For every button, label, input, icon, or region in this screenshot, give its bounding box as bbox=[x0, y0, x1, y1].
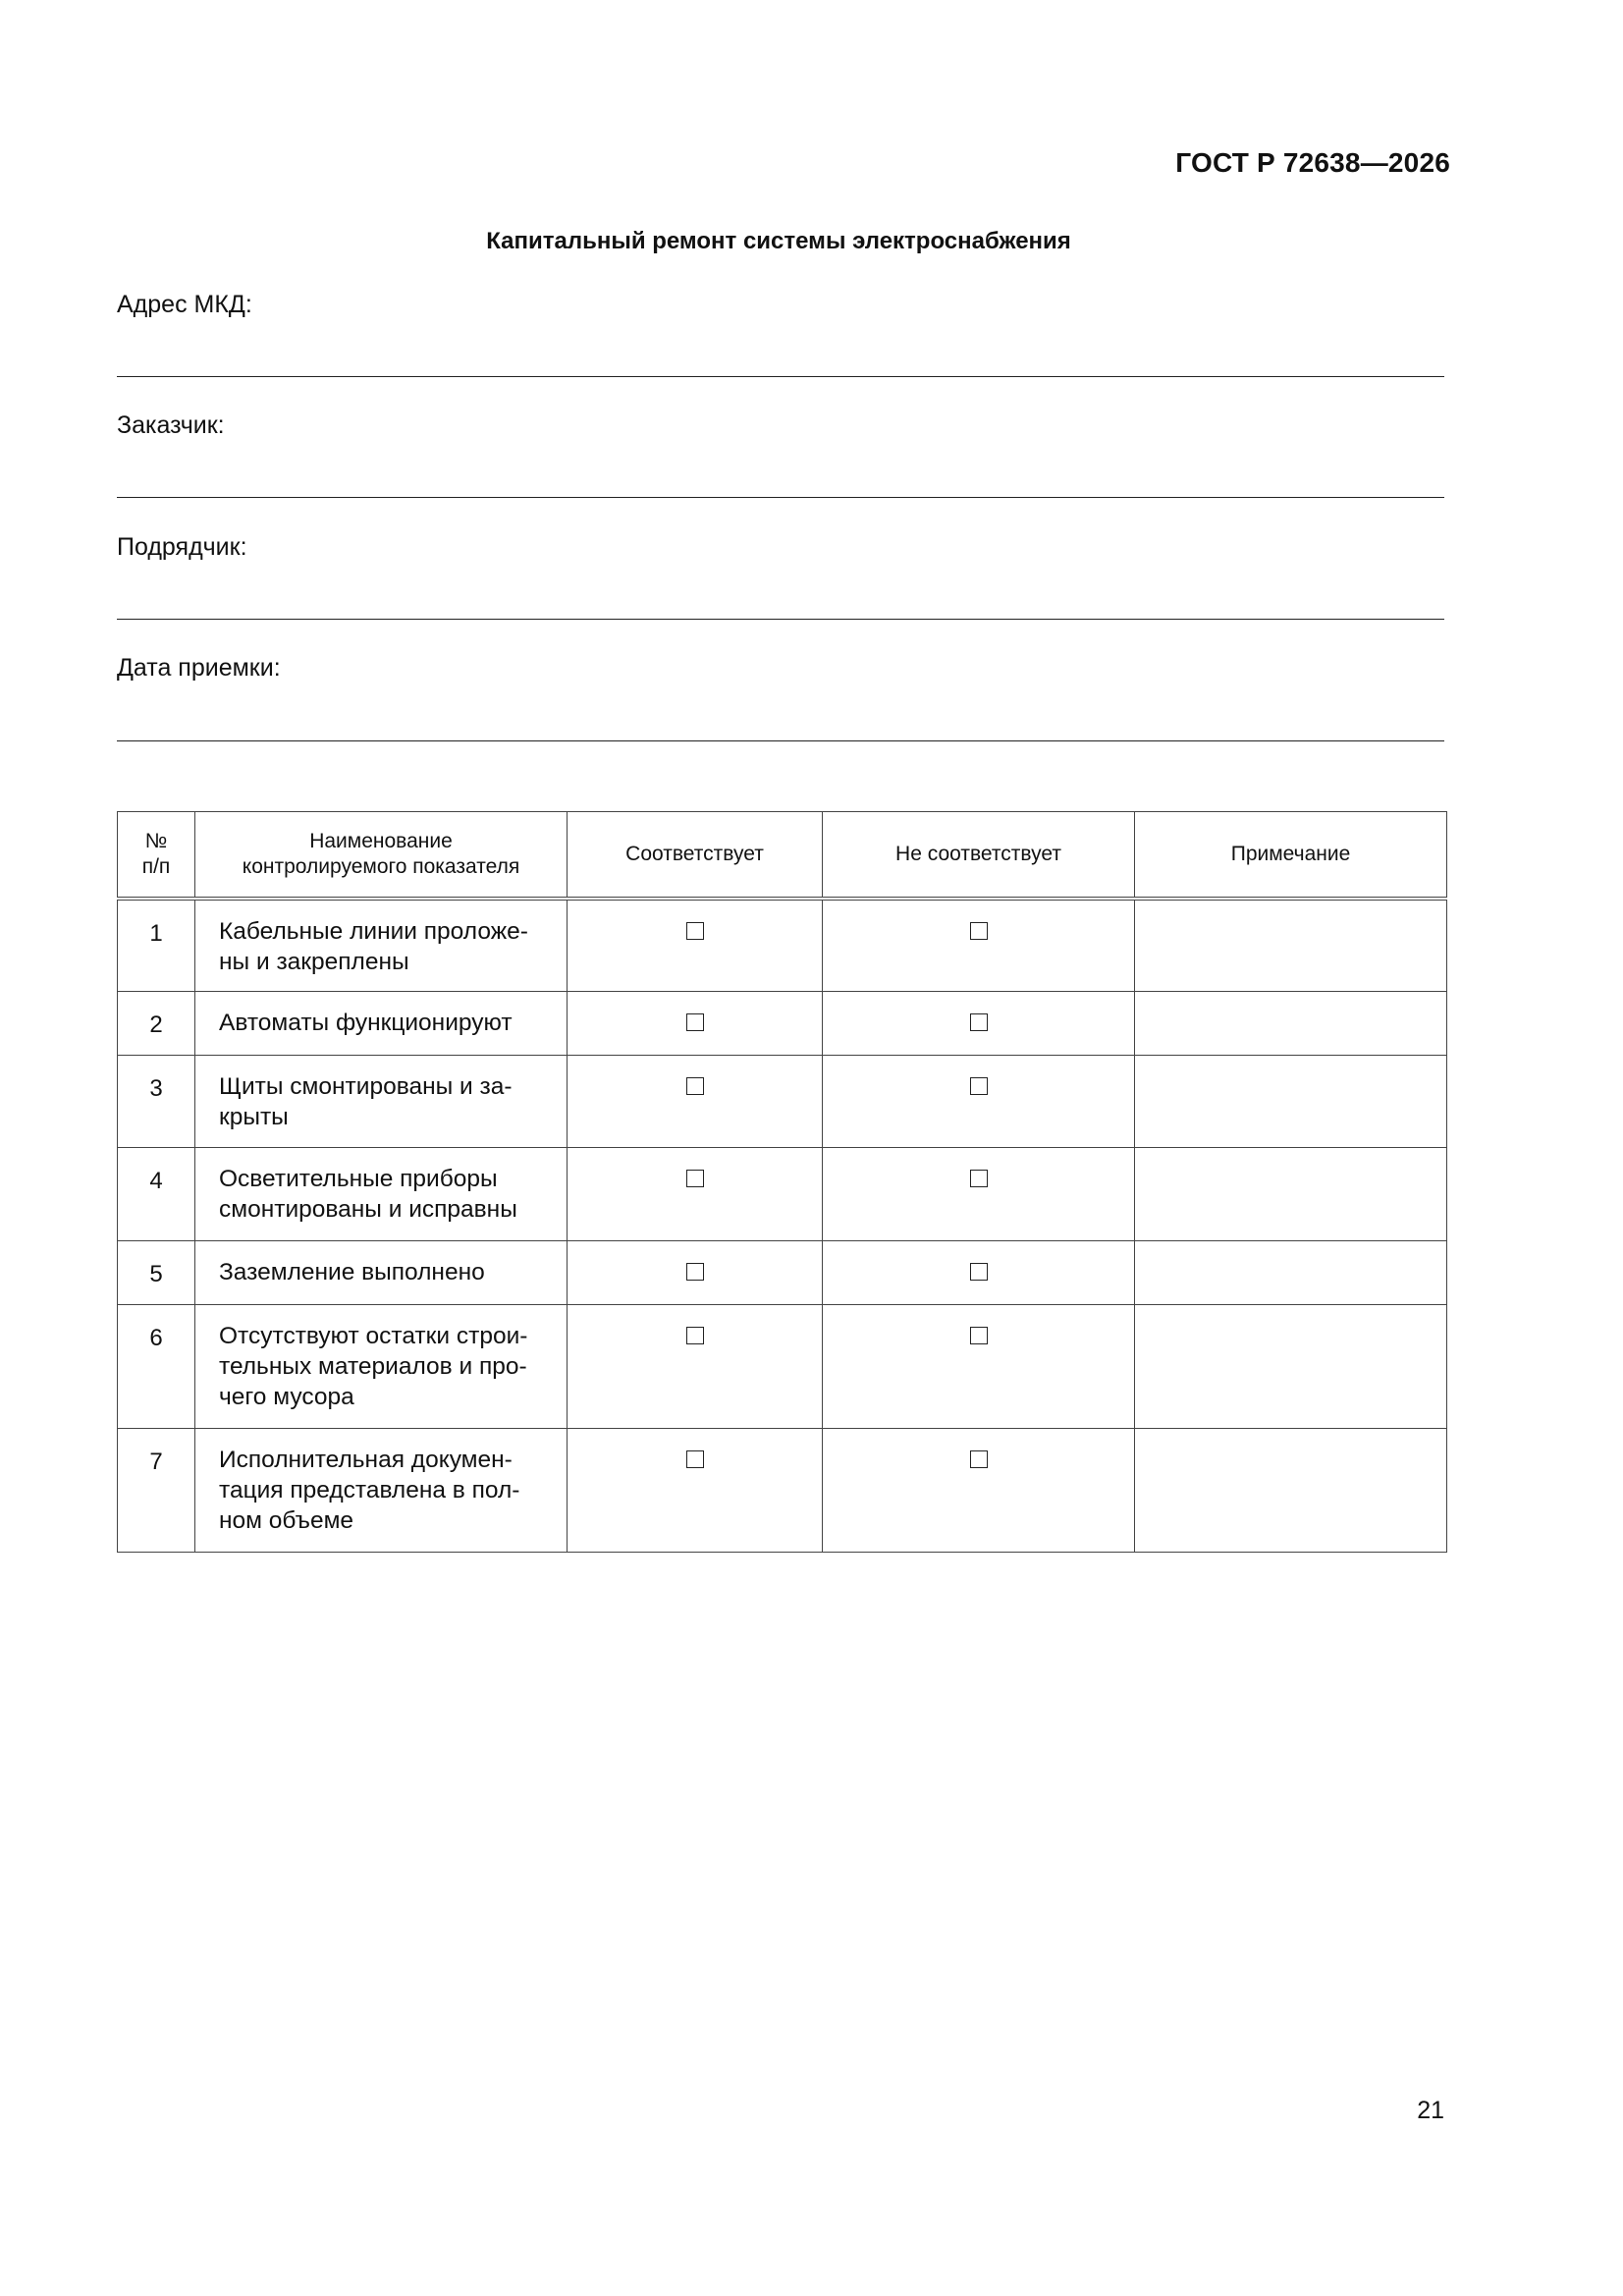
column-header-name-text: Наименование контролируемого показателя bbox=[242, 830, 520, 878]
table-header-row bbox=[118, 812, 1447, 900]
complies-checkbox[interactable] bbox=[686, 1263, 704, 1281]
field-label-contractor: Подрядчик: bbox=[117, 533, 247, 561]
complies-checkbox[interactable] bbox=[686, 1327, 704, 1344]
row-note-cell[interactable] bbox=[1135, 899, 1447, 992]
field-line-contractor[interactable] bbox=[117, 619, 1444, 620]
complies-checkbox[interactable] bbox=[686, 1170, 704, 1187]
complies-cell bbox=[568, 899, 823, 992]
row-number: 1 bbox=[118, 899, 195, 992]
field-line-customer[interactable] bbox=[117, 497, 1444, 498]
doc-code: ГОСТ Р 72638—2026 bbox=[1175, 147, 1450, 178]
row-number: 6 bbox=[118, 1305, 195, 1429]
row-number: 4 bbox=[118, 1148, 195, 1241]
row-indicator-name: Автоматы функционируют bbox=[195, 992, 568, 1056]
not-complies-checkbox[interactable] bbox=[970, 922, 988, 940]
complies-cell bbox=[568, 1305, 823, 1429]
field-label-address: Адрес МКД: bbox=[117, 291, 252, 318]
row-indicator-name: Отсутствуют остатки строи- тельных материалов и про- чего мусора bbox=[195, 1305, 568, 1429]
field-line-address[interactable] bbox=[117, 376, 1444, 377]
row-indicator-name: Осветительные приборы смонтированы и исправны bbox=[195, 1148, 568, 1241]
not-complies-checkbox[interactable] bbox=[970, 1077, 988, 1095]
row-indicator-name: Щиты смонтированы и за- крыты bbox=[195, 1056, 568, 1148]
table-row bbox=[118, 1305, 1447, 1429]
not-complies-cell bbox=[823, 1241, 1135, 1305]
page-number: 21 bbox=[1417, 2097, 1444, 2124]
complies-cell bbox=[568, 1241, 823, 1305]
not-complies-cell bbox=[823, 1056, 1135, 1148]
row-number: 2 bbox=[118, 992, 195, 1056]
table-row bbox=[118, 1056, 1447, 1148]
form-title: Капитальный ремонт системы электроснабжения bbox=[486, 228, 1071, 254]
complies-checkbox[interactable] bbox=[686, 922, 704, 940]
row-note-cell[interactable] bbox=[1135, 1429, 1447, 1553]
complies-checkbox[interactable] bbox=[686, 1450, 704, 1468]
row-note-cell[interactable] bbox=[1135, 1241, 1447, 1305]
complies-cell bbox=[568, 1429, 823, 1553]
table-row bbox=[118, 899, 1447, 992]
column-header-note: Примечание bbox=[1135, 812, 1447, 900]
field-label-acceptance-date: Дата приемки: bbox=[117, 654, 281, 682]
column-header-complies: Соответствует bbox=[568, 812, 823, 900]
checklist-table bbox=[117, 811, 1447, 1553]
not-complies-checkbox[interactable] bbox=[970, 1263, 988, 1281]
not-complies-checkbox[interactable] bbox=[970, 1450, 988, 1468]
row-note-cell[interactable] bbox=[1135, 1056, 1447, 1148]
column-header-name bbox=[195, 812, 568, 900]
table-row bbox=[118, 1148, 1447, 1241]
row-number: 3 bbox=[118, 1056, 195, 1148]
table-row bbox=[118, 992, 1447, 1056]
row-note-cell[interactable] bbox=[1135, 1305, 1447, 1429]
row-indicator-name: Исполнительная докумен- тация представлена в пол- ном объеме bbox=[195, 1429, 568, 1553]
not-complies-cell bbox=[823, 1305, 1135, 1429]
not-complies-checkbox[interactable] bbox=[970, 1170, 988, 1187]
not-complies-cell bbox=[823, 1429, 1135, 1553]
not-complies-checkbox[interactable] bbox=[970, 1013, 988, 1031]
row-note-cell[interactable] bbox=[1135, 992, 1447, 1056]
not-complies-checkbox[interactable] bbox=[970, 1327, 988, 1344]
row-note-cell[interactable] bbox=[1135, 1148, 1447, 1241]
column-header-not-complies: Не соответствует bbox=[823, 812, 1135, 900]
row-number: 7 bbox=[118, 1429, 195, 1553]
table-row bbox=[118, 1429, 1447, 1553]
complies-cell bbox=[568, 992, 823, 1056]
row-indicator-name: Заземление выполнено bbox=[195, 1241, 568, 1305]
not-complies-cell bbox=[823, 1148, 1135, 1241]
table-row bbox=[118, 1241, 1447, 1305]
not-complies-cell bbox=[823, 992, 1135, 1056]
column-header-num bbox=[118, 812, 195, 900]
column-header-num-text: № п/п bbox=[141, 830, 171, 878]
complies-cell bbox=[568, 1056, 823, 1148]
row-number: 5 bbox=[118, 1241, 195, 1305]
row-indicator-name: Кабельные линии проложе- ны и закреплены bbox=[195, 899, 568, 992]
complies-cell bbox=[568, 1148, 823, 1241]
field-line-acceptance-date[interactable] bbox=[117, 740, 1444, 741]
field-label-customer: Заказчик: bbox=[117, 411, 225, 439]
complies-checkbox[interactable] bbox=[686, 1077, 704, 1095]
complies-checkbox[interactable] bbox=[686, 1013, 704, 1031]
not-complies-cell bbox=[823, 899, 1135, 992]
